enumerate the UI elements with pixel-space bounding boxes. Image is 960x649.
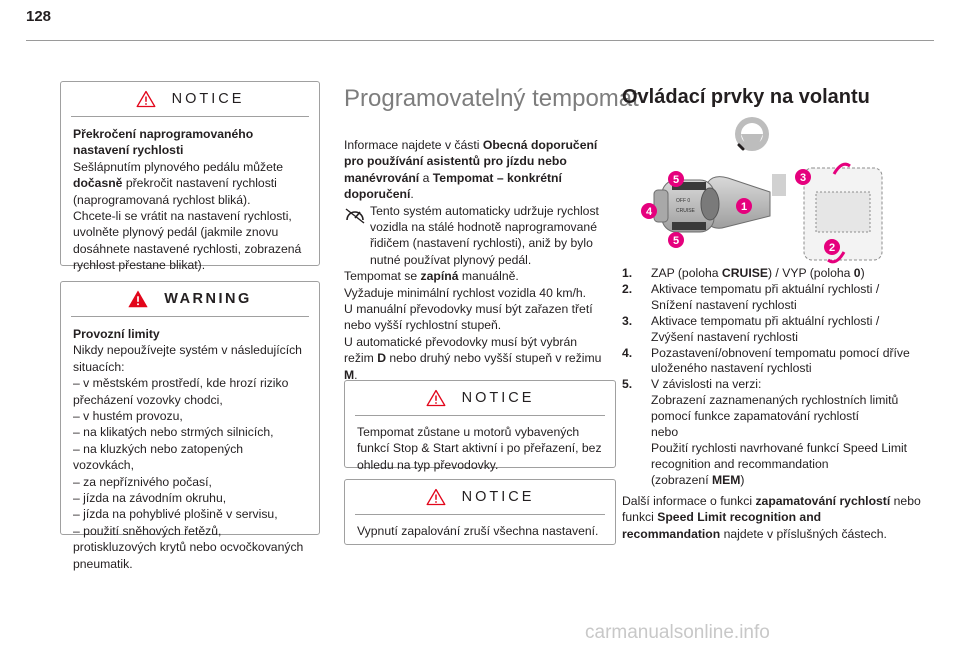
manual-gearbox-paragraph: U manuální převodovky musí být zařazen třetí nebo vyšší rychlostní stupeň. (344, 302, 593, 333)
svg-text:CRUISE: CRUISE (676, 208, 695, 214)
svg-text:1: 1 (740, 201, 748, 213)
warning-box-operating-limits (60, 281, 320, 571)
warning-item: – za nepříznivého počasí, (73, 474, 212, 489)
warning-triangle-icon (426, 389, 446, 407)
legend-item-2: 2. Aktivace tempomatu při aktuální rychlosti / Snížení nastavení rychlosti (622, 281, 880, 312)
min-speed-paragraph: Vyžaduje minimální rychlost vozidla 40 km/h. (344, 285, 587, 300)
controls-legend-list (622, 266, 922, 489)
speed-lever (804, 164, 882, 262)
warning-intro: Nikdy nepoužívejte systém v následujících situacích: (73, 343, 302, 374)
notice-title: Překročení naprogramovaného nastavení rychlosti (73, 127, 254, 158)
further-info-paragraph: Další informace o funkci zapamatování rychlostí nebo funkci Speed Limit recognition and recommandation najdete v příslušných částech. (622, 494, 921, 541)
warning-item: – na kluzkých nebo zatopených vozovkách, (73, 441, 244, 473)
warning-triangle-icon (136, 90, 156, 108)
legend-item-1: 1. ZAP (poloha CRUISE) / VYP (poloha 0) (622, 266, 865, 280)
legend-item-3: 3. Aktivace tempomatu při aktuální rychlosti / Zvýšení nastavení rychlosti (622, 313, 880, 344)
warning-item: – jízda na závodním okruhu, (73, 491, 227, 506)
notice-label: NOTICE (171, 91, 245, 107)
svg-text:OFF 0: OFF 0 (676, 198, 691, 204)
warning-item: – na klikatých nebo strmých silnicích, (73, 425, 274, 440)
warning-triangle-icon (128, 290, 148, 308)
legend-item-5: 5. V závislosti na verzi: Zobrazení zaznamenaných rychlostních limitů pomocí funkce zapamatování rychlostí nebo Použití rychlosti navrhované funkcí Speed Limit recognition and recommandation (zobrazení MEM) (622, 377, 908, 487)
notice-paragraph: Sešlápnutím plynového pedálu můžete dočasně překročit nastavení rychlosti (naprogramovaná rychlost bliká). (73, 159, 284, 207)
top-divider (26, 40, 934, 41)
steering-stalk-illustration (622, 112, 922, 270)
activation-paragraph: Tempomat se zapíná manuálně. (344, 269, 519, 284)
svg-text:3: 3 (799, 172, 807, 184)
callout-5-bottom (668, 232, 684, 248)
notice-header (345, 381, 615, 415)
section-title-programmable-cruise: Programovatelný tempomat (344, 85, 639, 112)
notice-box-speed-override (60, 81, 320, 273)
section-title-steering-controls: Ovládací prvky na volantu (622, 86, 870, 108)
warning-item: – v městském prostředí, kde hrozí riziko přecházení vozovky chodci, (73, 376, 289, 407)
callout-3 (795, 169, 811, 185)
warning-triangle-icon (426, 488, 446, 506)
svg-text:5: 5 (672, 235, 680, 247)
steering-wheel-icon (735, 117, 769, 151)
callout-2 (824, 239, 840, 255)
notice-paragraph: Chcete-li se vrátit na nastavení rychlosti, uvolněte plynový pedál (jakmile znovu dosáhnete nastavené rychlosti, zobrazená rychlost přestane blikat). (73, 209, 302, 273)
warning-label: WARNING (164, 291, 252, 307)
notice-label: NOTICE (461, 489, 535, 505)
notice-text: Vypnutí zapalování zruší všechna nastavení. (357, 524, 599, 538)
notice-box-stop-start (344, 380, 616, 472)
warning-title: Provozní limity (73, 327, 160, 341)
system-description: Tento systém automaticky udržuje rychlost vozidla na stálé hodnotě naprogramované řidičem (nastavení rychlosti), aniž by bylo nutné používat plynový pedál. (344, 203, 606, 269)
svg-text:4: 4 (645, 206, 653, 218)
callout-1 (736, 198, 752, 214)
svg-text:2: 2 (828, 242, 836, 254)
notice-label: NOTICE (461, 390, 535, 406)
callout-5-top (668, 171, 684, 187)
cruise-control-icon (344, 205, 366, 225)
automatic-gearbox-paragraph: U automatické převodovky musí být vybrán režim D nebo druhý nebo vyšší stupeň v režimu M. (344, 334, 602, 382)
notice-text: Tempomat zůstane u motorů vybavených funkcí Stop & Start aktivní i po přeřazení, bez ohledu na typ převodovky. (357, 425, 602, 472)
reference-paragraph: Informace najdete v části Obecná doporučení pro používání asistentů pro jízdu nebo manévrování a Tempomat – konkrétní doporučení. (344, 138, 598, 202)
warning-item: – použití sněhových řetězů, protiskluzových krytů nebo ocvočkovaných pneumatik. (73, 523, 304, 571)
svg-text:5: 5 (672, 174, 680, 186)
programmable-intro (344, 137, 606, 383)
page-number: 128 (26, 8, 52, 25)
watermark: carmanualsonline.info (585, 622, 770, 643)
warning-header (61, 282, 319, 316)
notice-header (61, 82, 319, 116)
legend-item-4: 4. Pozastavení/obnovení tempomatu pomocí dříve uloženého nastavení rychlosti (622, 345, 910, 376)
notice-header (345, 480, 615, 514)
warning-item: – v hustém provozu, (73, 409, 183, 424)
notice-box-ignition (344, 479, 616, 545)
warning-item: – jízda na pohyblivé plošině v servisu, (73, 507, 278, 522)
callout-4 (641, 203, 657, 219)
